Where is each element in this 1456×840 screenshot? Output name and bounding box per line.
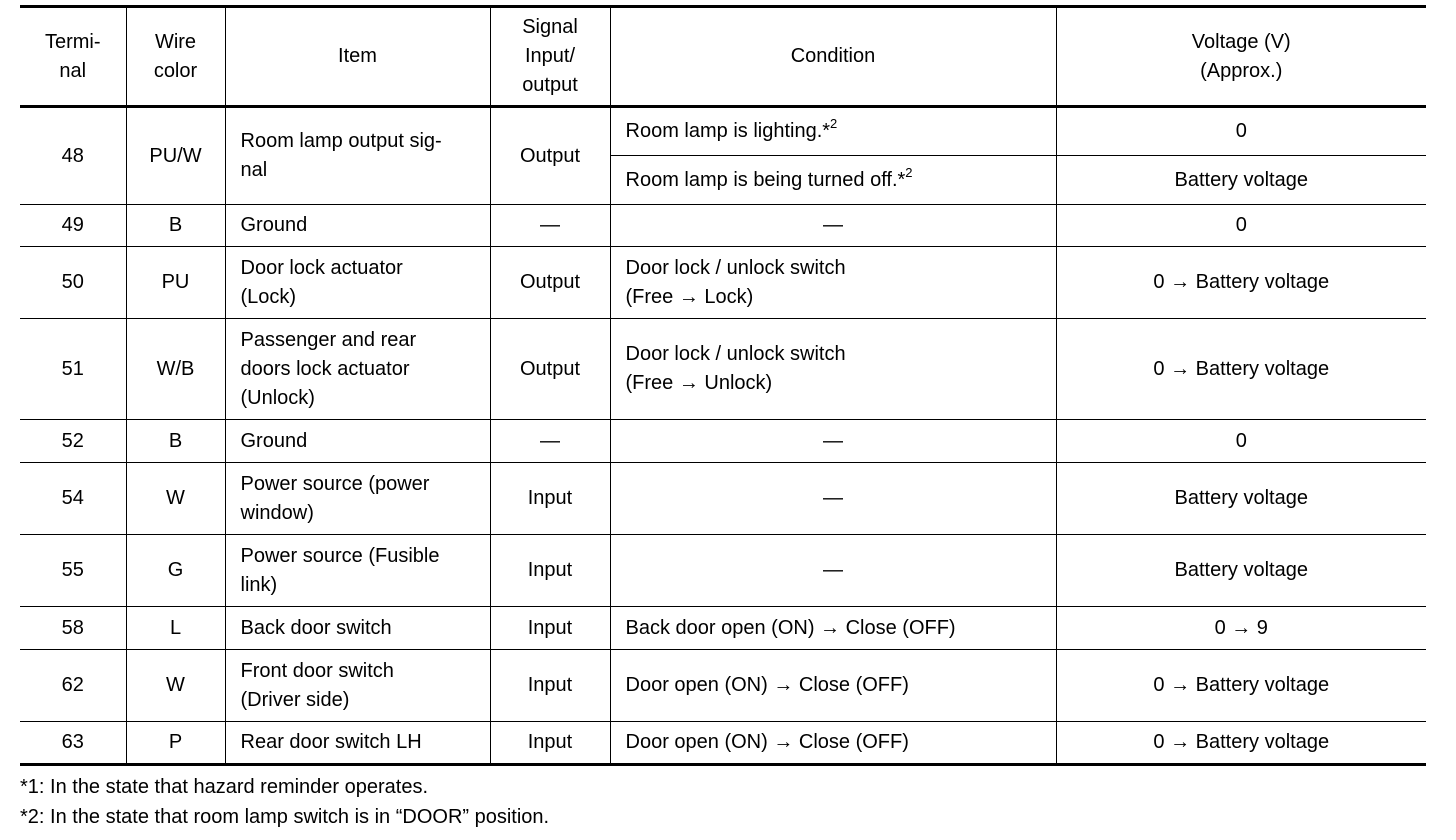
terminal-table	[20, 5, 1426, 766]
terminal-cell: 49	[20, 205, 126, 247]
wire-color-cell: PU/W	[126, 107, 225, 205]
wire-color-cell: P	[126, 722, 225, 765]
wire-color-cell: B	[126, 420, 225, 463]
condition-cell: Door open (ON) → Close (OFF)	[610, 722, 1056, 765]
wire-color-cell: W	[126, 650, 225, 722]
voltage-cell: 0	[1056, 420, 1426, 463]
signal-cell: Input	[490, 650, 610, 722]
terminal-cell: 51	[20, 319, 126, 420]
condition-cell: Door open (ON) → Close (OFF)	[610, 650, 1056, 722]
condition-cell: —	[610, 420, 1056, 463]
wire-color-cell: L	[126, 607, 225, 650]
table-row	[20, 607, 1426, 650]
condition-cell: Room lamp is lighting.*$^2$	[610, 107, 1056, 156]
item-cell: Power source (Fusible link)	[225, 535, 490, 607]
item-cell: Rear door switch LH	[225, 722, 490, 765]
item-cell: Ground	[225, 205, 490, 247]
table-row	[20, 650, 1426, 722]
signal-cell: Input	[490, 607, 610, 650]
condition-cell: Door lock / unlock switch (Free → Lock)	[610, 247, 1056, 319]
wire-color-cell: W/B	[126, 319, 225, 420]
table-row	[20, 107, 1426, 156]
header-wire-color: Wire color	[126, 7, 225, 107]
voltage-cell: Battery voltage	[1056, 156, 1426, 205]
terminal-cell: 63	[20, 722, 126, 765]
table-row	[20, 535, 1426, 607]
terminal-cell: 52	[20, 420, 126, 463]
condition-cell: Door lock / unlock switch (Free → Unlock)	[610, 319, 1056, 420]
signal-cell: Output	[490, 319, 610, 420]
condition-cell: Room lamp is being turned off.*$^2$	[610, 156, 1056, 205]
table-row	[20, 722, 1426, 765]
item-cell: Ground	[225, 420, 490, 463]
table-row	[20, 205, 1426, 247]
signal-cell: Input	[490, 463, 610, 535]
table-row	[20, 319, 1426, 420]
header-condition: Condition	[610, 7, 1056, 107]
wire-color-cell: W	[126, 463, 225, 535]
wire-color-cell: G	[126, 535, 225, 607]
footnote-1: *1: In the state that hazard reminder operates.	[20, 776, 429, 798]
item-cell: Front door switch (Driver side)	[225, 650, 490, 722]
terminal-cell: 55	[20, 535, 126, 607]
condition-cell: Back door open (ON) → Close (OFF)	[610, 607, 1056, 650]
item-cell: Back door switch	[225, 607, 490, 650]
terminal-cell: 50	[20, 247, 126, 319]
voltage-cell: Battery voltage	[1056, 463, 1426, 535]
footnote-2: *2: In the state that room lamp switch is in “DOOR” position.	[20, 806, 550, 828]
terminal-cell: 48	[20, 107, 126, 205]
voltage-cell: 0 → Battery voltage	[1056, 319, 1426, 420]
voltage-cell: 0	[1056, 107, 1426, 156]
terminal-cell: 62	[20, 650, 126, 722]
signal-cell: Output	[490, 247, 610, 319]
wire-color-cell: B	[126, 205, 225, 247]
signal-cell: —	[490, 420, 610, 463]
voltage-cell: 0 → Battery voltage	[1056, 247, 1426, 319]
header-terminal: Termi- nal	[20, 7, 126, 107]
voltage-cell: Battery voltage	[1056, 535, 1426, 607]
header-signal: Signal Input/ output	[490, 7, 610, 107]
item-cell: Door lock actuator (Lock)	[225, 247, 490, 319]
signal-cell: Input	[490, 722, 610, 765]
voltage-cell: 0 → 9	[1056, 607, 1426, 650]
condition-cell: —	[610, 535, 1056, 607]
table-row	[20, 420, 1426, 463]
signal-cell: —	[490, 205, 610, 247]
terminal-cell: 54	[20, 463, 126, 535]
item-cell: Room lamp output sig- nal	[225, 107, 490, 205]
header-item: Item	[225, 7, 490, 107]
item-cell: Passenger and rear doors lock actuator (Unlock)	[225, 319, 490, 420]
condition-cell: —	[610, 205, 1056, 247]
signal-cell: Output	[490, 107, 610, 205]
condition-cell: —	[610, 463, 1056, 535]
header-row	[20, 7, 1426, 107]
signal-cell: Input	[490, 535, 610, 607]
voltage-cell: 0	[1056, 205, 1426, 247]
voltage-cell: 0 → Battery voltage	[1056, 650, 1426, 722]
table-row	[20, 247, 1426, 319]
header-voltage: Voltage (V) (Approx.)	[1056, 7, 1426, 107]
voltage-cell: 0 → Battery voltage	[1056, 722, 1426, 765]
wire-color-cell: PU	[126, 247, 225, 319]
item-cell: Power source (power window)	[225, 463, 490, 535]
terminal-cell: 58	[20, 607, 126, 650]
table-row	[20, 463, 1426, 535]
